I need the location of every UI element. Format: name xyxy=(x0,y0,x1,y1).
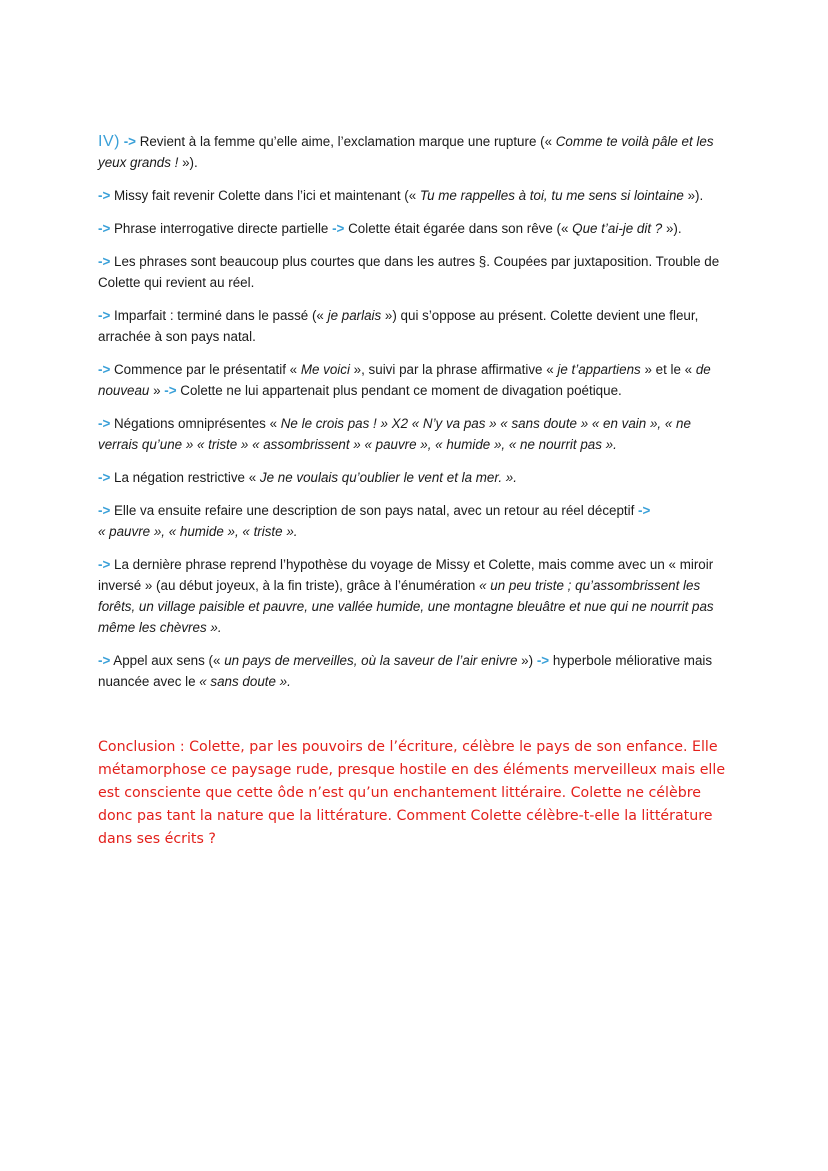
arrow-icon: -> xyxy=(638,503,651,518)
conclusion-paragraph: Conclusion : Colette, par les pouvoirs de l’écriture, célèbre le pays de son enfance. Elle métamorphose ce paysage rude, presque hostile en des éléments merveilleux mais elle est consciente que cette ôde n’est qu’un enchantement littéraire. Colette ne célèbre donc pas tant la nature que la littérature. Comment Colette célèbre-t-elle la littérature dans ses écrits ? xyxy=(98,739,726,847)
text-run: Colette ne lui appartenait plus pendant ce moment de divagation poétique. xyxy=(176,383,622,398)
document-page xyxy=(98,131,730,865)
arrow-icon: -> xyxy=(536,653,550,668)
text-run: Les phrases sont beaucoup plus courtes que dans les autres §. Coupées par juxtaposition. Trouble de Colette qui revient au réel. xyxy=(98,254,720,290)
arrow-icon: -> xyxy=(164,383,177,398)
text-run: Missy fait revenir Colette dans l’ici et maintenant (« xyxy=(110,188,420,203)
text-run: ») xyxy=(517,653,537,668)
text-run: » xyxy=(149,383,165,398)
arrow-icon: -> xyxy=(98,188,111,203)
paragraph-1 xyxy=(98,131,730,173)
arrow-icon: -> xyxy=(98,308,111,323)
paragraph-6 xyxy=(98,359,730,401)
quote-run: « pauvre », « humide », « triste ». xyxy=(98,524,298,539)
quote-run: je t’appartiens xyxy=(557,362,641,377)
arrow-icon: -> xyxy=(98,653,111,668)
arrow-icon: -> xyxy=(98,221,111,236)
text-run: Négations omniprésentes « xyxy=(110,416,281,431)
text-run: Commence par le présentatif « xyxy=(110,362,301,377)
text-run: Phrase interrogative directe partielle xyxy=(110,221,333,236)
quote-run: Comme te voilà pâle et les yeux grands ! xyxy=(98,134,714,170)
paragraph-8 xyxy=(98,467,730,488)
quote-run: je parlais xyxy=(327,308,382,323)
paragraph-7 xyxy=(98,413,730,455)
arrow-icon: -> xyxy=(98,362,111,377)
quote-run: « sans doute ». xyxy=(199,674,291,689)
quote-run: Me voici xyxy=(300,362,350,377)
paragraph-9 xyxy=(98,500,730,542)
arrow-icon: -> xyxy=(98,416,111,431)
text-run: » et le « xyxy=(640,362,696,377)
text-run: Colette était égarée dans son rêve (« xyxy=(344,221,573,236)
arrow-icon: -> xyxy=(332,221,345,236)
quote-run: Ne le crois pas ! » X2 « N’y va pas » « sans doute » « en vain », « ne verrais qu’une » « triste » « assombrissent » « pauvre », « humide », « ne nourrit pas ». xyxy=(98,416,691,452)
paragraph-4 xyxy=(98,251,730,293)
paragraph-3 xyxy=(98,218,730,239)
arrow-icon: -> xyxy=(123,134,136,149)
quote-run: de nouveau xyxy=(98,362,711,398)
text-run: hyperbole méliorative mais nuancée avec le xyxy=(98,653,713,689)
paragraph-10 xyxy=(98,554,730,638)
arrow-icon: -> xyxy=(98,557,111,572)
paragraph-5 xyxy=(98,305,730,347)
text-run: »). xyxy=(662,221,682,236)
text-run: »). xyxy=(178,155,198,170)
text-run: La dernière phrase reprend l’hypothèse du voyage de Missy et Colette, mais comme avec un « miroir inversé » (au début joyeux, à la fin triste), grâce à l’énumération xyxy=(98,557,714,593)
text-run: Revient à la femme qu’elle aime, l’exclamation marque une rupture (« xyxy=(135,134,556,149)
quote-run: Je ne voulais qu’oublier le vent et la mer. ». xyxy=(259,470,517,485)
arrow-icon: -> xyxy=(98,470,111,485)
text-run: Elle va ensuite refaire une description de son pays natal, avec un retour au réel déceptif xyxy=(110,503,639,518)
arrow-icon: -> xyxy=(98,254,111,269)
quote-run: « un peu triste ; qu’assombrissent les forêts, un village paisible et pauvre, une vallée humide, une montagne bleuâtre et nue qui ne nourrit pas même les chèvres ». xyxy=(98,578,714,635)
arrow-icon: -> xyxy=(98,503,111,518)
paragraph-11 xyxy=(98,650,730,692)
text-run: Appel aux sens (« xyxy=(110,653,225,668)
section-number: IV) xyxy=(98,133,120,150)
quote-run: Que t’ai-je dit ? xyxy=(572,221,663,236)
text-run: », suivi par la phrase affirmative « xyxy=(349,362,558,377)
quote-run: Tu me rappelles à toi, tu me sens si lointaine xyxy=(419,188,684,203)
quote-run: un pays de merveilles, où la saveur de l’air enivre xyxy=(224,653,518,668)
text-run: »). xyxy=(683,188,704,203)
text-run: ») qui s’oppose au présent. Colette devient une fleur, arrachée à son pays natal. xyxy=(98,308,699,344)
text-run: Imparfait : terminé dans le passé (« xyxy=(110,308,328,323)
text-run: La négation restrictive « xyxy=(110,470,260,485)
paragraph-2 xyxy=(98,185,730,206)
